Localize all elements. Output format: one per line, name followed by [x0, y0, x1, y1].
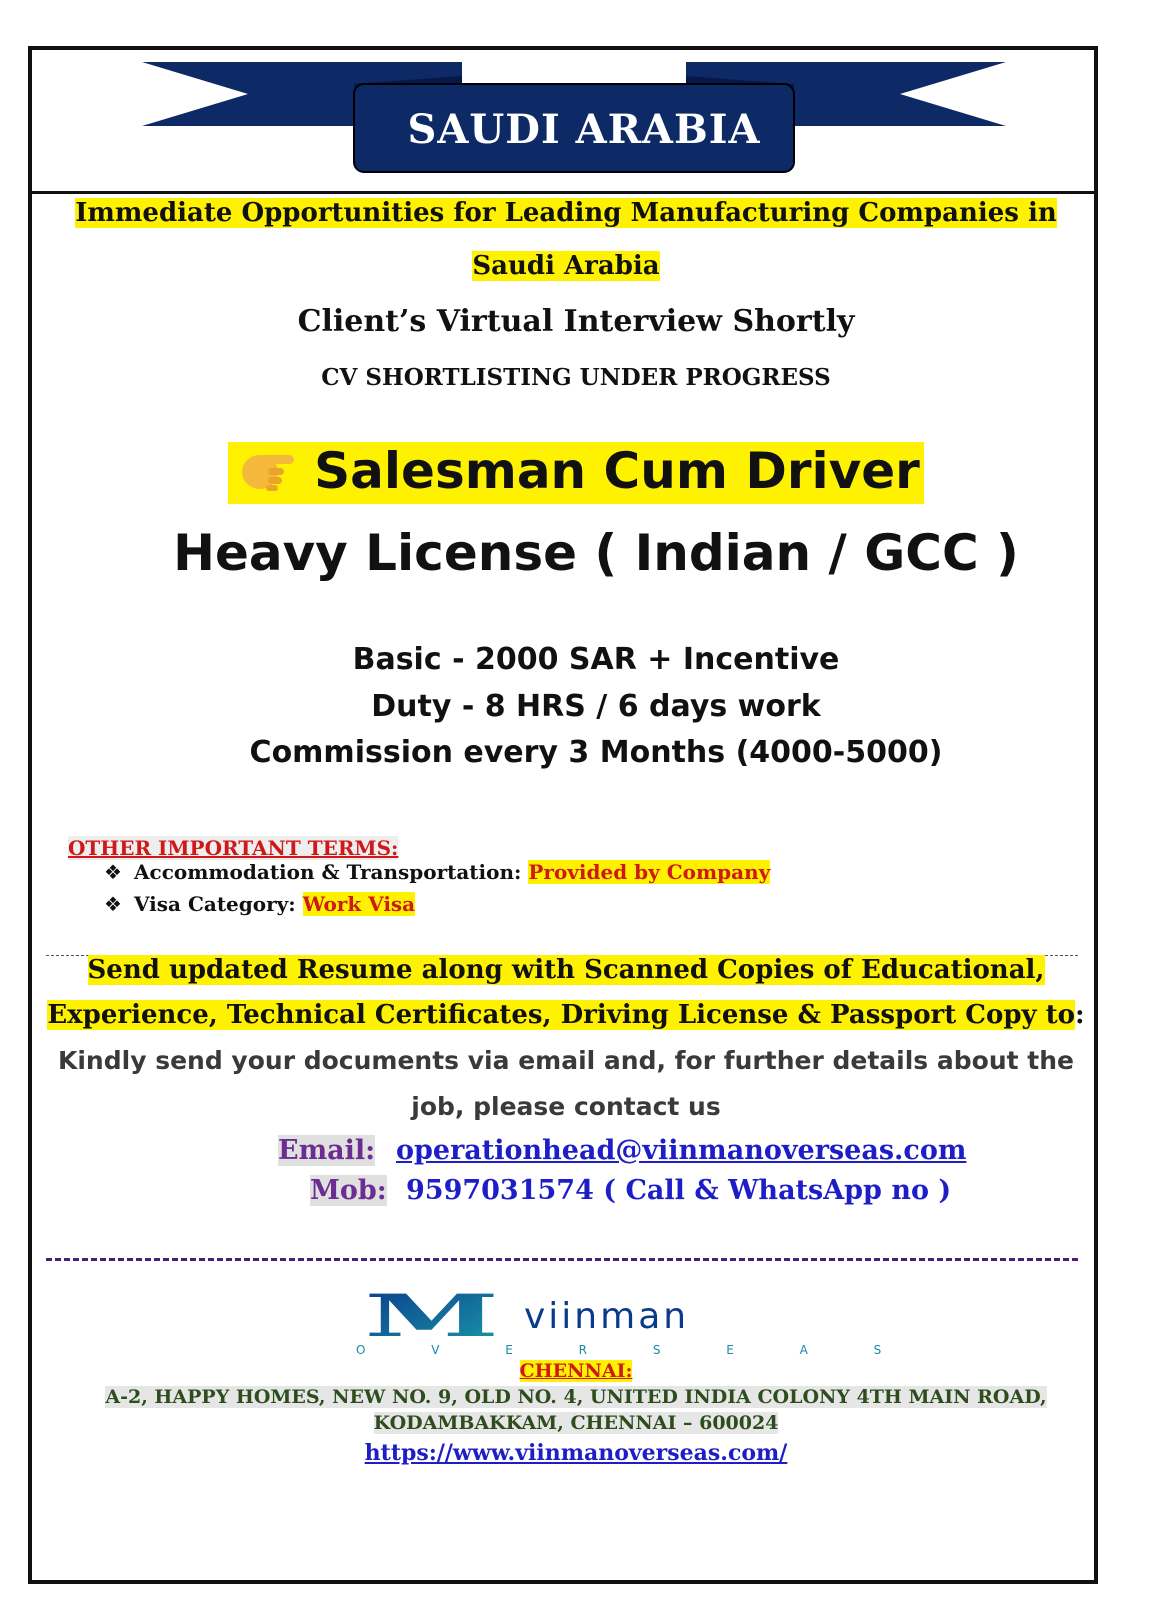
- apply-text-2: Experience, Technical Certificates, Driving License & Passport Copy to: [47, 1000, 1076, 1030]
- license-requirement: Heavy License ( Indian / GCC ): [173, 524, 1019, 582]
- job-title: Salesman Cum Driver: [314, 442, 920, 500]
- office-city-label: CHENNAI:: [519, 1360, 633, 1382]
- mobile-number: 9597031574 ( Call & WhatsApp no ): [406, 1175, 952, 1206]
- terms-item-value: Provided by Company: [528, 860, 771, 884]
- cv-status: CV SHORTLISTING UNDER PROGRESS: [321, 364, 831, 391]
- diamond-bullet-icon: ❖: [104, 860, 122, 884]
- diamond-bullet-icon: ❖: [104, 892, 122, 916]
- job-title-line: [10, 442, 1142, 500]
- company-logo: [356, 1281, 913, 1366]
- address-text-2: KODAMBAKKAM, CHENNAI – 600024: [373, 1412, 779, 1434]
- terms-item-value: Work Visa: [302, 892, 416, 916]
- terms-item: [104, 892, 415, 916]
- contact-instruction-2: job, please contact us: [411, 1092, 721, 1121]
- terms-item: [104, 860, 770, 884]
- intro-line-2: [0, 251, 1132, 281]
- apply-line-2: [0, 1000, 1132, 1030]
- header-banner: [28, 46, 1098, 194]
- commission-detail: Commission every 3 Months (4000-5000): [249, 735, 943, 770]
- duty-detail: Duty - 8 HRS / 6 days work: [371, 689, 821, 724]
- terms-heading: OTHER IMPORTANT TERMS:: [68, 836, 399, 860]
- website-link[interactable]: https://www.viinmanoverseas.com/: [364, 1440, 788, 1466]
- banner-title: SAUDI ARABIA: [407, 106, 761, 153]
- address-text-1: A-2, HAPPY HOMES, NEW NO. 9, OLD NO. 4, UNITED INDIA COLONY 4TH MAIN ROAD,: [105, 1386, 1047, 1408]
- terms-item-label: Visa Category:: [134, 892, 296, 916]
- viinman-logo-icon: [356, 1281, 913, 1362]
- mobile-label: Mob:: [310, 1175, 387, 1206]
- backhand-index-pointing-right-icon: [238, 444, 300, 494]
- apply-line-1: [0, 955, 1132, 985]
- email-link[interactable]: operationhead@viinmanoverseas.com: [396, 1135, 967, 1166]
- apply-colon: :: [1075, 1000, 1085, 1030]
- logo-tagline: O V E R S E A S: [356, 1343, 913, 1357]
- divider-dashed-bold: [46, 1258, 1078, 1261]
- email-label: Email:: [278, 1135, 376, 1166]
- apply-text-1: Send updated Resume along with Scanned Copies of Educational,: [87, 955, 1045, 985]
- intro-line-1: [0, 198, 1132, 228]
- contact-instruction-1: Kindly send your documents via email and, for further details about the: [57, 1046, 1074, 1075]
- address-line-2: [10, 1412, 1142, 1434]
- intro-text-2: Saudi Arabia: [472, 251, 660, 281]
- logo-name: viinman: [524, 1296, 690, 1337]
- logo-letter: M: [364, 1281, 500, 1350]
- address-line-1: [10, 1386, 1142, 1408]
- intro-text-1: Immediate Opportunities for Leading Manufacturing Companies in: [75, 198, 1057, 228]
- office-city: [10, 1360, 1142, 1382]
- salary-detail: Basic - 2000 SAR + Incentive: [352, 642, 840, 677]
- job-title-highlight: [228, 442, 924, 504]
- interview-note: Client’s Virtual Interview Shortly: [297, 304, 855, 339]
- terms-item-label: Accommodation & Transportation:: [134, 860, 522, 884]
